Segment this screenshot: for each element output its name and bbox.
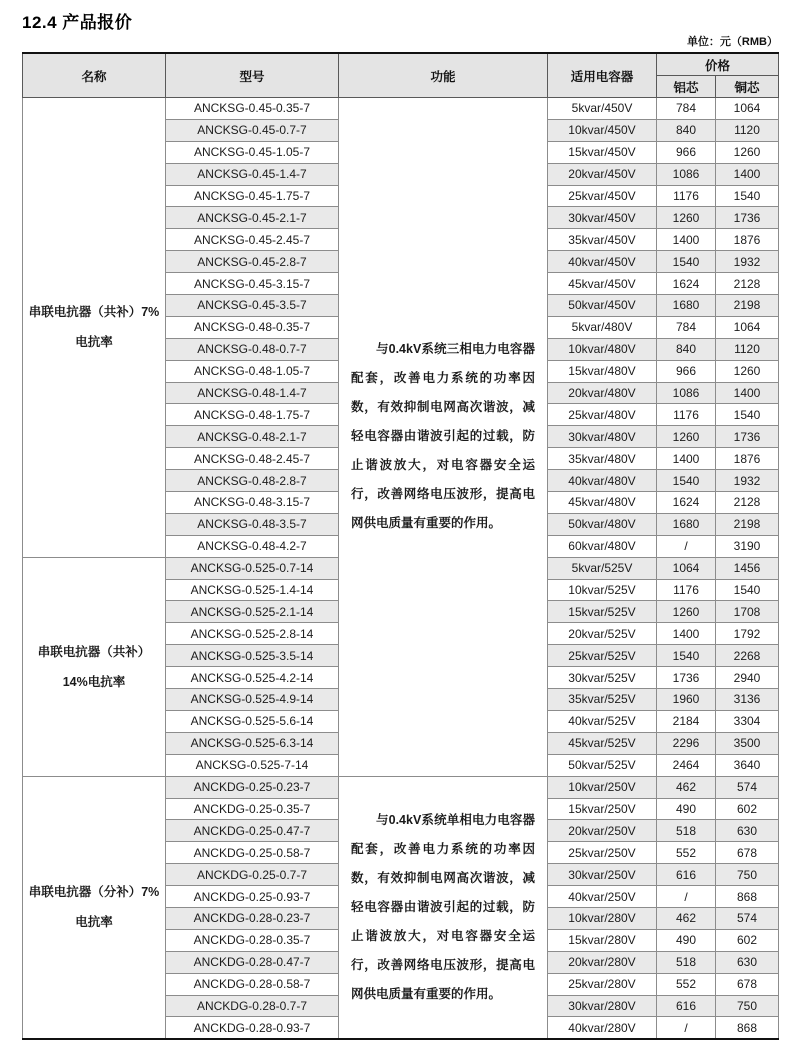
copper-price-cell: 2940 — [716, 667, 779, 689]
model-cell: ANCKDG-0.28-0.7-7 — [166, 995, 339, 1017]
capacitor-cell: 25kvar/450V — [548, 185, 657, 207]
aluminum-price-cell: / — [657, 1017, 716, 1039]
model-cell: ANCKSG-0.525-7-14 — [166, 754, 339, 776]
model-cell: ANCKSG-0.48-1.05-7 — [166, 360, 339, 382]
copper-price-cell: 630 — [716, 820, 779, 842]
capacitor-cell: 10kvar/450V — [548, 119, 657, 141]
copper-price-cell: 2128 — [716, 273, 779, 295]
aluminum-price-cell: 1960 — [657, 689, 716, 711]
aluminum-price-cell: 1064 — [657, 557, 716, 579]
model-cell: ANCKSG-0.525-2.8-14 — [166, 623, 339, 645]
aluminum-price-cell: 1086 — [657, 163, 716, 185]
aluminum-price-cell: 784 — [657, 316, 716, 338]
copper-price-cell: 1876 — [716, 229, 779, 251]
capacitor-cell: 40kvar/525V — [548, 710, 657, 732]
copper-price-cell: 868 — [716, 1017, 779, 1039]
model-cell: ANCKSG-0.525-1.4-14 — [166, 579, 339, 601]
aluminum-price-cell: 552 — [657, 842, 716, 864]
capacitor-cell: 30kvar/450V — [548, 207, 657, 229]
copper-price-cell: 3304 — [716, 710, 779, 732]
product-name-cell — [23, 776, 166, 1039]
model-cell: ANCKSG-0.48-3.15-7 — [166, 492, 339, 514]
model-cell: ANCKSG-0.525-0.7-14 — [166, 557, 339, 579]
model-cell: ANCKDG-0.25-0.35-7 — [166, 798, 339, 820]
capacitor-cell: 20kvar/480V — [548, 382, 657, 404]
capacitor-cell: 30kvar/250V — [548, 864, 657, 886]
table-row — [23, 98, 779, 120]
capacitor-cell: 5kvar/525V — [548, 557, 657, 579]
copper-price-cell: 678 — [716, 842, 779, 864]
product-name-line-1: 串联电抗器（共补） — [37, 644, 151, 659]
capacitor-cell: 20kvar/525V — [548, 623, 657, 645]
model-cell: ANCKSG-0.48-1.4-7 — [166, 382, 339, 404]
aluminum-price-cell: 1736 — [657, 667, 716, 689]
aluminum-price-cell: 1260 — [657, 207, 716, 229]
model-cell: ANCKSG-0.48-0.35-7 — [166, 316, 339, 338]
table-body — [23, 98, 779, 1039]
product-price-table — [22, 52, 779, 1040]
copper-price-cell: 602 — [716, 929, 779, 951]
function-cell — [339, 776, 548, 1039]
aluminum-price-cell: 1176 — [657, 404, 716, 426]
model-cell: ANCKSG-0.45-0.7-7 — [166, 119, 339, 141]
aluminum-price-cell: 784 — [657, 98, 716, 120]
aluminum-price-cell: / — [657, 535, 716, 557]
model-cell: ANCKSG-0.525-4.2-14 — [166, 667, 339, 689]
aluminum-price-cell: 2184 — [657, 710, 716, 732]
copper-price-cell: 602 — [716, 798, 779, 820]
copper-price-cell: 1540 — [716, 185, 779, 207]
aluminum-price-cell: 1176 — [657, 185, 716, 207]
copper-price-cell: 1120 — [716, 338, 779, 360]
model-cell: ANCKSG-0.525-5.6-14 — [166, 710, 339, 732]
copper-price-cell: 2198 — [716, 513, 779, 535]
col-header-aluminum-core: 铝芯 — [657, 76, 716, 98]
unit-label: 单位：元（RMB） — [686, 36, 778, 48]
col-header-function: 功能 — [339, 53, 548, 98]
copper-price-cell: 1400 — [716, 382, 779, 404]
capacitor-cell: 30kvar/525V — [548, 667, 657, 689]
capacitor-cell: 20kvar/280V — [548, 951, 657, 973]
aluminum-price-cell: 1624 — [657, 492, 716, 514]
aluminum-price-cell: 552 — [657, 973, 716, 995]
aluminum-price-cell: 1680 — [657, 513, 716, 535]
model-cell: ANCKDG-0.25-0.93-7 — [166, 886, 339, 908]
aluminum-price-cell: 1400 — [657, 448, 716, 470]
capacitor-cell: 30kvar/280V — [548, 995, 657, 1017]
copper-price-cell: 3500 — [716, 732, 779, 754]
capacitor-cell: 15kvar/250V — [548, 798, 657, 820]
product-name-line-2: 电抗率 — [75, 915, 113, 930]
capacitor-cell: 45kvar/450V — [548, 273, 657, 295]
capacitor-cell: 25kvar/525V — [548, 645, 657, 667]
model-cell: ANCKDG-0.25-0.47-7 — [166, 820, 339, 842]
product-name-cell — [23, 98, 166, 558]
copper-price-cell: 3136 — [716, 689, 779, 711]
col-header-price: 价格 — [657, 53, 779, 76]
product-name-line-2: 电抗率 — [75, 335, 113, 350]
aluminum-price-cell: 462 — [657, 907, 716, 929]
aluminum-price-cell: 1680 — [657, 295, 716, 317]
model-cell: ANCKSG-0.48-1.75-7 — [166, 404, 339, 426]
aluminum-price-cell: 1400 — [657, 229, 716, 251]
capacitor-cell: 20kvar/450V — [548, 163, 657, 185]
model-cell: ANCKDG-0.28-0.58-7 — [166, 973, 339, 995]
capacitor-cell: 50kvar/480V — [548, 513, 657, 535]
col-header-copper-core: 铜芯 — [716, 76, 779, 98]
copper-price-cell: 1736 — [716, 426, 779, 448]
aluminum-price-cell: 1540 — [657, 251, 716, 273]
aluminum-price-cell: 840 — [657, 338, 716, 360]
capacitor-cell: 25kvar/280V — [548, 973, 657, 995]
copper-price-cell: 574 — [716, 776, 779, 798]
aluminum-price-cell: 966 — [657, 141, 716, 163]
copper-price-cell: 1260 — [716, 141, 779, 163]
copper-price-cell: 1400 — [716, 163, 779, 185]
aluminum-price-cell: 966 — [657, 360, 716, 382]
col-header-model: 型号 — [166, 53, 339, 98]
capacitor-cell: 10kvar/250V — [548, 776, 657, 798]
capacitor-cell: 10kvar/525V — [548, 579, 657, 601]
model-cell: ANCKDG-0.28-0.93-7 — [166, 1017, 339, 1039]
copper-price-cell: 1736 — [716, 207, 779, 229]
model-cell: ANCKSG-0.45-2.8-7 — [166, 251, 339, 273]
aluminum-price-cell: 462 — [657, 776, 716, 798]
copper-price-cell: 1876 — [716, 448, 779, 470]
model-cell: ANCKSG-0.45-0.35-7 — [166, 98, 339, 120]
copper-price-cell: 678 — [716, 973, 779, 995]
copper-price-cell: 2198 — [716, 295, 779, 317]
copper-price-cell: 1932 — [716, 470, 779, 492]
model-cell: ANCKDG-0.25-0.58-7 — [166, 842, 339, 864]
capacitor-cell: 25kvar/480V — [548, 404, 657, 426]
capacitor-cell: 5kvar/480V — [548, 316, 657, 338]
model-cell: ANCKSG-0.45-1.05-7 — [166, 141, 339, 163]
aluminum-price-cell: 518 — [657, 951, 716, 973]
aluminum-price-cell: 1086 — [657, 382, 716, 404]
product-name-line-2: 14%电抗率 — [62, 674, 126, 689]
table-row — [23, 776, 779, 798]
model-cell: ANCKSG-0.45-3.5-7 — [166, 295, 339, 317]
product-name-line-1: 串联电抗器（共补）7% — [28, 305, 160, 320]
copper-price-cell: 2128 — [716, 492, 779, 514]
product-name-cell — [23, 557, 166, 776]
function-text: 与0.4kV系统单相电力电容器配套，改善电力系统的功率因数，有效抑制电网高次谐波，减轻电容器由谐波引起的过载，防止谐波放大，对电容器安全运行，改善网络电压波形，提高电网供电质量有重要的作用。 — [351, 812, 535, 1001]
aluminum-price-cell: 616 — [657, 864, 716, 886]
capacitor-cell: 45kvar/525V — [548, 732, 657, 754]
capacitor-cell: 40kvar/280V — [548, 1017, 657, 1039]
model-cell: ANCKDG-0.28-0.35-7 — [166, 929, 339, 951]
capacitor-cell: 35kvar/450V — [548, 229, 657, 251]
model-cell: ANCKSG-0.48-2.45-7 — [166, 448, 339, 470]
aluminum-price-cell: 1260 — [657, 601, 716, 623]
copper-price-cell: 1456 — [716, 557, 779, 579]
capacitor-cell: 50kvar/525V — [548, 754, 657, 776]
capacitor-cell: 5kvar/450V — [548, 98, 657, 120]
aluminum-price-cell: 2464 — [657, 754, 716, 776]
aluminum-price-cell: 840 — [657, 119, 716, 141]
capacitor-cell: 25kvar/250V — [548, 842, 657, 864]
copper-price-cell: 574 — [716, 907, 779, 929]
header-row-1 — [23, 53, 779, 76]
model-cell: ANCKSG-0.48-4.2-7 — [166, 535, 339, 557]
copper-price-cell: 630 — [716, 951, 779, 973]
aluminum-price-cell: / — [657, 886, 716, 908]
copper-price-cell: 868 — [716, 886, 779, 908]
aluminum-price-cell: 490 — [657, 798, 716, 820]
capacitor-cell: 40kvar/450V — [548, 251, 657, 273]
model-cell: ANCKSG-0.45-3.15-7 — [166, 273, 339, 295]
aluminum-price-cell: 616 — [657, 995, 716, 1017]
model-cell: ANCKSG-0.525-4.9-14 — [166, 689, 339, 711]
model-cell: ANCKSG-0.525-6.3-14 — [166, 732, 339, 754]
model-cell: ANCKDG-0.25-0.23-7 — [166, 776, 339, 798]
copper-price-cell: 1064 — [716, 98, 779, 120]
aluminum-price-cell: 1400 — [657, 623, 716, 645]
aluminum-price-cell: 2296 — [657, 732, 716, 754]
aluminum-price-cell: 518 — [657, 820, 716, 842]
model-cell: ANCKSG-0.525-2.1-14 — [166, 601, 339, 623]
model-cell: ANCKSG-0.48-2.8-7 — [166, 470, 339, 492]
capacitor-cell: 35kvar/525V — [548, 689, 657, 711]
model-cell: ANCKSG-0.45-2.1-7 — [166, 207, 339, 229]
capacitor-cell: 15kvar/525V — [548, 601, 657, 623]
capacitor-cell: 40kvar/480V — [548, 470, 657, 492]
aluminum-price-cell: 490 — [657, 929, 716, 951]
aluminum-price-cell: 1260 — [657, 426, 716, 448]
copper-price-cell: 1540 — [716, 404, 779, 426]
capacitor-cell: 20kvar/250V — [548, 820, 657, 842]
aluminum-price-cell: 1176 — [657, 579, 716, 601]
capacitor-cell: 15kvar/480V — [548, 360, 657, 382]
model-cell: ANCKSG-0.48-2.1-7 — [166, 426, 339, 448]
product-name-line-1: 串联电抗器（分补）7% — [28, 885, 160, 900]
copper-price-cell: 750 — [716, 864, 779, 886]
copper-price-cell: 1932 — [716, 251, 779, 273]
copper-price-cell: 1064 — [716, 316, 779, 338]
capacitor-cell: 45kvar/480V — [548, 492, 657, 514]
col-header-name: 名称 — [23, 53, 166, 98]
page-title: 12.4 产品报价 — [22, 13, 133, 32]
aluminum-price-cell: 1540 — [657, 470, 716, 492]
copper-price-cell: 1540 — [716, 579, 779, 601]
capacitor-cell: 10kvar/480V — [548, 338, 657, 360]
model-cell: ANCKSG-0.45-1.4-7 — [166, 163, 339, 185]
aluminum-price-cell: 1624 — [657, 273, 716, 295]
model-cell: ANCKSG-0.48-3.5-7 — [166, 513, 339, 535]
copper-price-cell: 1120 — [716, 119, 779, 141]
copper-price-cell: 1792 — [716, 623, 779, 645]
col-header-capacitor: 适用电容器 — [548, 53, 657, 98]
copper-price-cell: 3640 — [716, 754, 779, 776]
capacitor-cell: 60kvar/480V — [548, 535, 657, 557]
model-cell: ANCKDG-0.28-0.23-7 — [166, 907, 339, 929]
model-cell: ANCKSG-0.45-1.75-7 — [166, 185, 339, 207]
capacitor-cell: 30kvar/480V — [548, 426, 657, 448]
copper-price-cell: 1260 — [716, 360, 779, 382]
model-cell: ANCKSG-0.48-0.7-7 — [166, 338, 339, 360]
capacitor-cell: 15kvar/450V — [548, 141, 657, 163]
model-cell: ANCKSG-0.525-3.5-14 — [166, 645, 339, 667]
function-text: 与0.4kV系统三相电力电容器配套，改善电力系统的功率因数，有效抑制电网高次谐波，减轻电容器由谐波引起的过载，防止谐波放大，对电容器安全运行，改善网络电压波形，提高电网供电质量有重要的作用。 — [351, 342, 535, 531]
copper-price-cell: 750 — [716, 995, 779, 1017]
capacitor-cell: 40kvar/250V — [548, 886, 657, 908]
model-cell: ANCKSG-0.45-2.45-7 — [166, 229, 339, 251]
table-header — [23, 53, 779, 98]
copper-price-cell: 2268 — [716, 645, 779, 667]
capacitor-cell: 50kvar/450V — [548, 295, 657, 317]
capacitor-cell: 15kvar/280V — [548, 929, 657, 951]
capacitor-cell: 10kvar/280V — [548, 907, 657, 929]
capacitor-cell: 35kvar/480V — [548, 448, 657, 470]
copper-price-cell: 1708 — [716, 601, 779, 623]
model-cell: ANCKDG-0.25-0.7-7 — [166, 864, 339, 886]
model-cell: ANCKDG-0.28-0.47-7 — [166, 951, 339, 973]
function-cell — [339, 98, 548, 777]
copper-price-cell: 3190 — [716, 535, 779, 557]
aluminum-price-cell: 1540 — [657, 645, 716, 667]
